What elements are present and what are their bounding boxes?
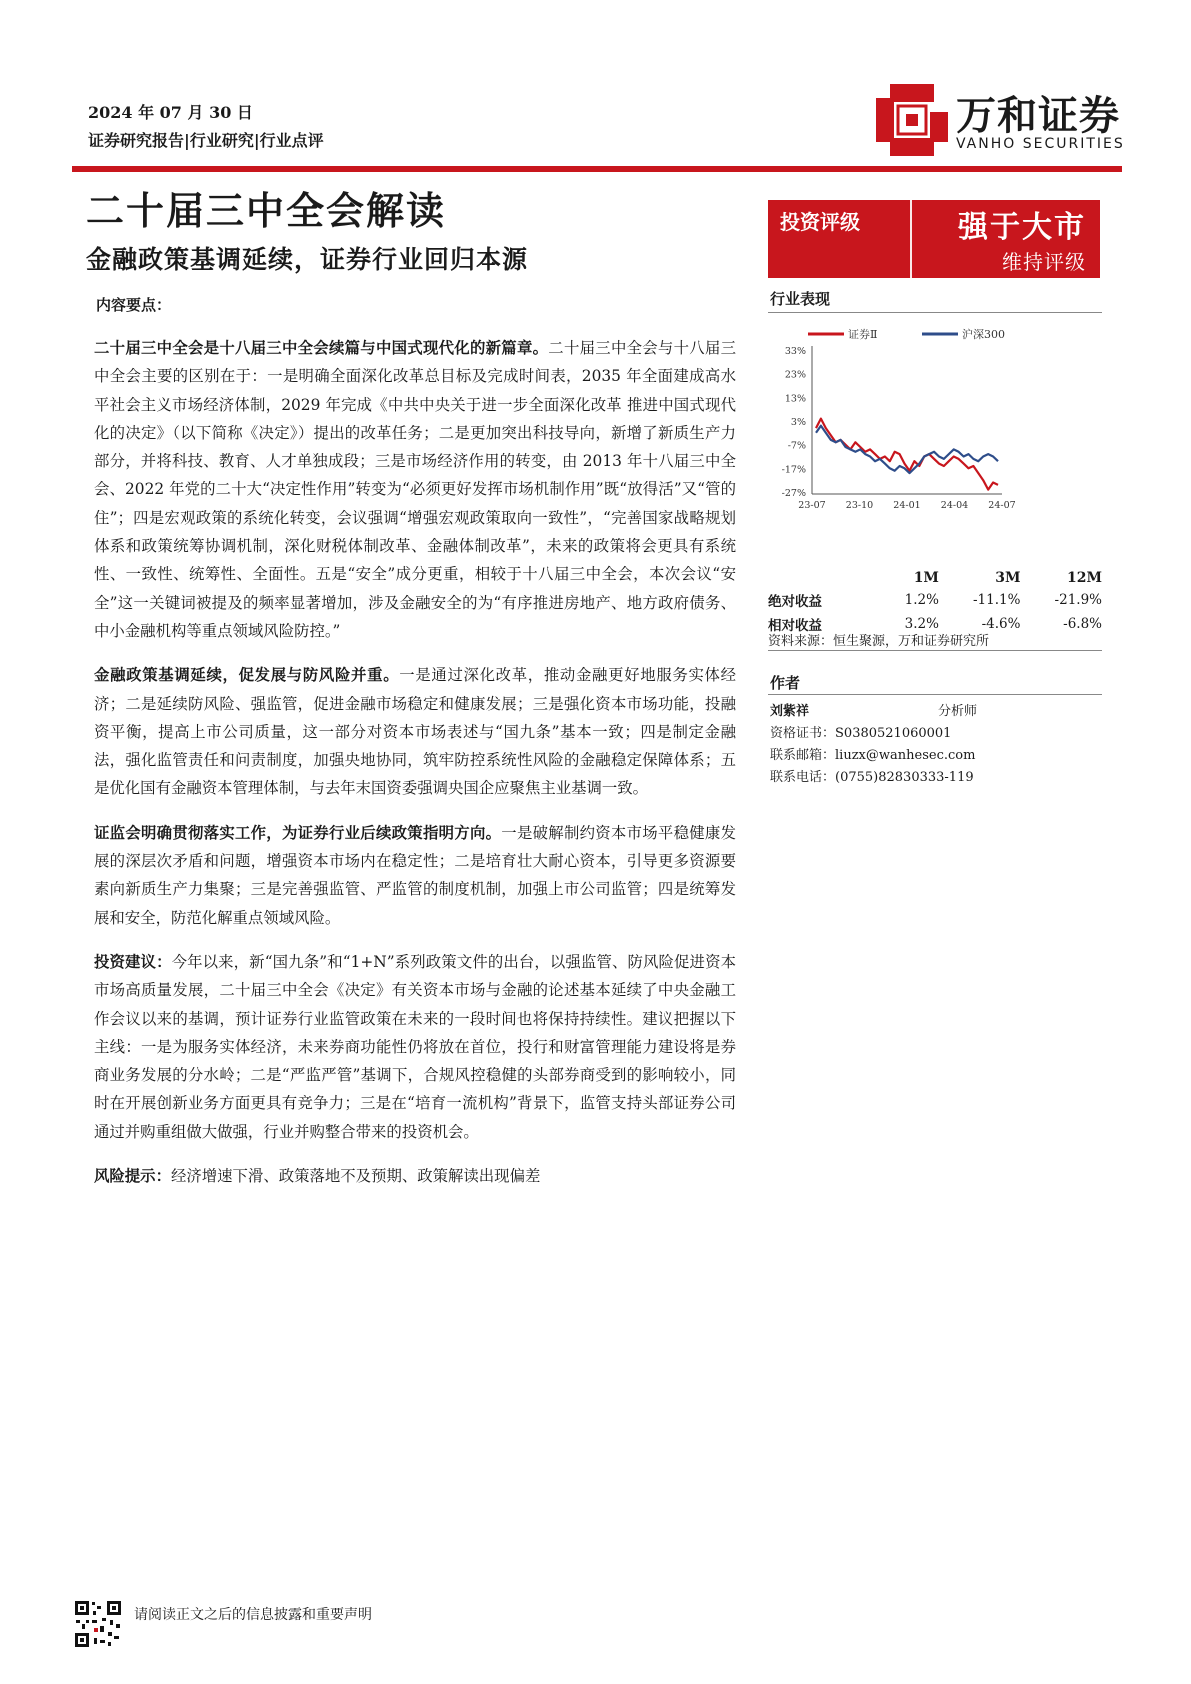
x-tick-label: 23-07 bbox=[798, 500, 826, 511]
series-line-1 bbox=[816, 419, 998, 490]
email-value[interactable]: liuzx@wanhesec.com bbox=[835, 748, 976, 763]
y-tick-label: 13% bbox=[784, 393, 806, 405]
logo-mark-icon bbox=[876, 84, 948, 156]
y-tick-label: -7% bbox=[787, 440, 806, 452]
y-tick-label: 23% bbox=[784, 369, 806, 381]
qr-code-icon bbox=[74, 1600, 122, 1648]
author-email bbox=[770, 744, 975, 763]
author-heading: 作者 bbox=[770, 674, 801, 692]
x-tick-label: 24-01 bbox=[893, 500, 921, 511]
paragraph-lead: 金融政策基调延续，促发展与防风险并重。 bbox=[94, 666, 400, 685]
paragraph-lead: 二十届三中全会是十八届三中全会续篇与中国式现代化的新篇章。 bbox=[94, 339, 549, 357]
header-divider bbox=[72, 166, 1122, 172]
cell-3m: -4.6% bbox=[981, 616, 1021, 632]
rating-value: 强于大市 bbox=[958, 210, 1086, 245]
chart-legend bbox=[808, 327, 1005, 341]
paragraph-lead: 证监会明确贯彻落实工作，为证券行业后续政策指明方向。 bbox=[94, 823, 502, 842]
paragraph-lead: 风险提示： bbox=[94, 1167, 171, 1186]
phone-value: (0755)82830333-119 bbox=[835, 770, 974, 785]
paragraph-3 bbox=[94, 819, 736, 932]
cell-12m: -6.8% bbox=[1063, 616, 1102, 632]
table-header-1m: 1M bbox=[913, 570, 939, 586]
y-tick-label: 33% bbox=[784, 346, 806, 357]
paragraph-text: 一是破解制约资本市场平稳健康发展的深层次矛盾和问题，增强资本市场内在稳定性；二是培育壮大耐心资本，引导更多资源要素向新质生产力集聚；三是完善强监管、严监管的制度机制，加强上市公司监管；四是统筹发展和安全，防范化解重点领域风险。 bbox=[94, 823, 736, 927]
author-rule bbox=[768, 694, 1102, 695]
performance-rule bbox=[768, 312, 1102, 313]
paragraph-2 bbox=[94, 661, 736, 802]
row-label: 相对收益 bbox=[768, 618, 822, 634]
chart-lines bbox=[816, 419, 998, 490]
cert-label: 资格证书： bbox=[770, 726, 836, 741]
legend-label-series-2: 沪深300 bbox=[962, 328, 1005, 341]
table-header-3m: 3M bbox=[995, 570, 1021, 586]
chart-axes bbox=[782, 346, 1016, 511]
email-label: 联系邮箱： bbox=[770, 748, 836, 763]
page-subtitle: 金融政策基调延续，证券行业回归本源 bbox=[86, 245, 529, 274]
report-date: 2024 年 07 月 30 日 bbox=[88, 103, 253, 122]
investment-rating-box bbox=[768, 200, 1100, 278]
table-row bbox=[768, 588, 1102, 612]
table-header-blank bbox=[768, 568, 880, 588]
cell-12m: -21.9% bbox=[1054, 592, 1102, 608]
performance-table bbox=[768, 568, 1102, 636]
report-type: 证券研究报告|行业研究|行业点评 bbox=[88, 131, 324, 150]
company-logo bbox=[876, 84, 1126, 156]
logo-cn-text: 万和证券 bbox=[956, 93, 1120, 139]
row-label: 绝对收益 bbox=[768, 594, 822, 610]
cell-1m: 3.2% bbox=[904, 616, 939, 632]
author-cert bbox=[770, 722, 951, 741]
page-title: 二十届三中全会解读 bbox=[86, 188, 447, 233]
paragraph-5 bbox=[94, 1162, 736, 1190]
disclosure-notice: 请阅读正文之后的信息披露和重要声明 bbox=[134, 1607, 372, 1623]
paragraph-1 bbox=[94, 334, 736, 645]
main-body bbox=[94, 334, 736, 1206]
cert-value: S0380521060001 bbox=[835, 726, 952, 741]
logo-en-text: VANHO SECURITIES bbox=[956, 136, 1125, 152]
paragraph-4 bbox=[94, 948, 736, 1146]
table-header-12m: 12M bbox=[1067, 570, 1102, 586]
author-phone bbox=[770, 766, 974, 785]
table-header-row bbox=[768, 568, 1102, 588]
phone-label: 联系电话： bbox=[770, 770, 836, 785]
y-tick-label: -27% bbox=[781, 488, 806, 499]
paragraph-text: 今年以来，新“国九条”和“1+N”系列政策文件的出台，以强监管、防风险促进资本市场高质量发展，二十届三中全会《决定》有关资本市场与金融的论述基本延续了中央金融工作会议以来的基调，预计证券行业监管政策在未来的一段时间也将保持持续性。建议把握以下主线：一是为服务实体经济，未来券商功能性仍将放在首位，投行和财富管理能力建设将是券商业务发展的分水岭；二是“严监严管”基调下，合规风控稳健的头部券商受到的影响较小，同时在开展创新业务方面更具有竞争力；三是在“培育一流机构”背景下，监管支持头部证券公司通过并购重组做大做强，行业并购整合带来的投资机会。 bbox=[94, 952, 736, 1141]
performance-chart bbox=[768, 320, 1102, 552]
x-tick-label: 24-04 bbox=[940, 500, 969, 511]
legend-label-series-1: 证券Ⅱ bbox=[848, 328, 878, 341]
x-tick-label: 24-07 bbox=[988, 500, 1016, 511]
author-name: 刘紫祥 bbox=[770, 704, 810, 719]
cell-3m: -11.1% bbox=[973, 592, 1021, 608]
rating-note: 维持评级 bbox=[1002, 250, 1086, 274]
paragraph-text: 一是通过深化改革，推动金融更好地服务实体经济；二是延续防风险、强监管，促进金融市场稳定和健康发展；三是强化资本市场功能，投融资平衡，提高上市公司质量，这一部分对资本市场表述与“国九条”基本一致；四是制定金融法，强化监管责任和问责制度，加强央地协同，筑牢防控系统性风险的金融稳定保障体系；五是优化国有金融资本管理体制，与去年末国资委强调央国企应聚焦主业基调一致。 bbox=[94, 666, 736, 798]
performance-heading: 行业表现 bbox=[770, 290, 831, 308]
chart-source: 资料来源：恒生聚源，万和证券研究所 bbox=[768, 634, 990, 649]
rating-divider bbox=[910, 200, 912, 278]
x-tick-label: 23-10 bbox=[845, 500, 874, 511]
y-tick-label: 3% bbox=[790, 417, 806, 428]
y-tick-label: -17% bbox=[781, 464, 806, 476]
paragraph-text: 经济增速下滑、政策落地不及预期、政策解读出现偏差 bbox=[170, 1167, 541, 1186]
cell-1m: 1.2% bbox=[904, 592, 939, 608]
paragraph-lead: 投资建议： bbox=[94, 952, 172, 971]
source-rule bbox=[768, 650, 1102, 651]
paragraph-text: 二十届三中全会与十八届三中全会主要的区别在于：一是明确全面深化改革总目标及完成时间表，2035 年全面建成高水平社会主义市场经济体制，2029 年完成《中共中央关于进一步全面深化改革 推进中国式现代化的决定》（以下简称《决定》）提出的改革任务；二是更加突出科技导向，新增了新质生产力部分，并将科技、教育、人才单独成段；三是市场经济作用的转变，由 2013 年十八届三中全会、2022 年党的二十大“决定性作用”转变为“必须更好发挥市场机制作用”既“放得活”又“管的住”；四是宏观政策的系统化转变，会议强调“增强宏观政策取向一致性”，“完善国家战略规划体系和政策统筹协调机制，深化财税体制改革、金融体制改革”，未来的政策将会更具有系统性、一致性、统筹性、全面性。五是“安全”成分更重，相较于十八届三中全会，本次会议“安全”这一关键词被提及的频率显著增加，涉及金融安全的为“有序推进房地产、地方政府债务、中小金融机构等重点领域风险防控。” bbox=[94, 339, 736, 640]
author-role: 分析师 bbox=[938, 704, 978, 719]
rating-label: 投资评级 bbox=[780, 210, 860, 234]
keypoints-label: 内容要点： bbox=[96, 296, 172, 314]
